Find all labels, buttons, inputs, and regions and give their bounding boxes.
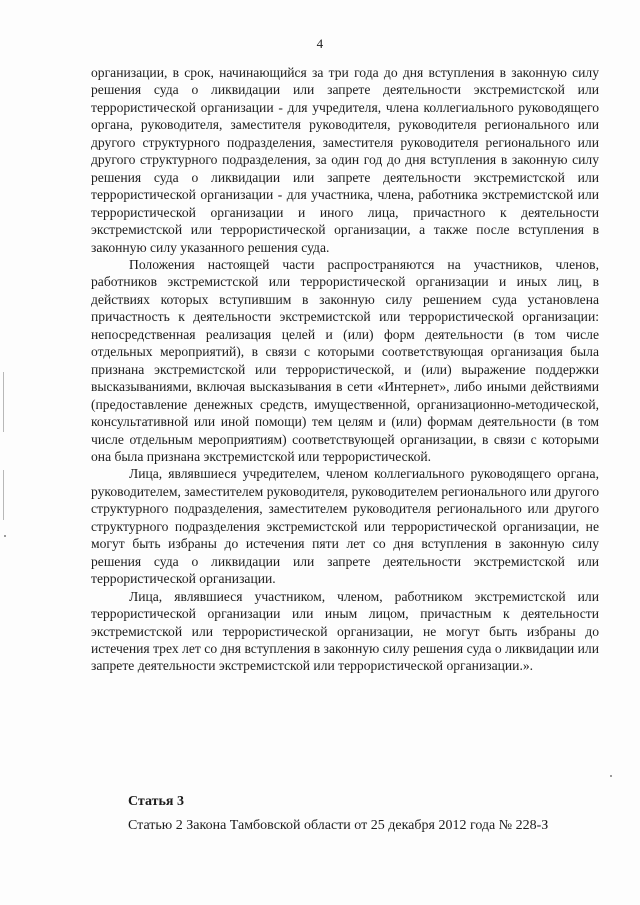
scan-artifact — [3, 470, 4, 520]
document-body — [91, 64, 599, 675]
scan-artifact — [4, 535, 6, 537]
paragraph: Лица, являвшиеся учредителем, членом коллегиального руководящего органа, руководителем, заместителем руководителя, руководителем регионального или другого структурного подразделения, заместителем руководителя регионального или другого структурного подразделения экстремистской или террористической организации, не могут быть избраны до истечения пяти лет со дня вступления в законную силу решения суда о ликвидации или запрете деятельности экстремистской или террористической организации. — [91, 466, 599, 587]
article-heading: Статья 3 — [128, 794, 184, 809]
paragraph: Положения настоящей части распространяются на участников, членов, работников экстремистской или террористической организации и иных лиц, в действиях которых вступившим в законную силу решением суда установлена причастность к деятельности экстремистской или террористической организации: непосредственная реализация целей и (или) форм деятельности (в том числе отдельных мероприятий), в связи с которыми соответствующая организация была признана экстремистской или террористической, и (или) выражение поддержки высказываниями, включая высказывания в сети «Интернет», либо иными действиями (предоставление денежных средств, имущественной, организационно-методической, консультативной или иной помощи) тем целям и (или) формам деятельности (в том числе отдельным мероприятиям) соответствующей организации, в связи с которыми она была признана экстремистской или террористической. — [91, 256, 599, 464]
article-text: Статью 2 Закона Тамбовской области от 25 декабря 2012 года № 228-З — [128, 818, 549, 833]
scan-artifact — [610, 775, 612, 777]
paragraph-continuation: организации, в срок, начинающийся за три года до дня вступления в законную силу решения суда о ликвидации или запрете деятельности экстремистской или террористической организации - для учредителя, члена коллегиального руководящего органа, руководителя, заместителя руководителя, руководителя регионального или другого структурного подразделения, заместителя руководителя регионального или другого структурного подразделения, за один год до дня вступления в законную силу решения суда о ликвидации или запрете деятельности экстремистской или террористической организации - для участника, члена, работника экстремистской или террористической организации и иного лица, причастного к деятельности экстремистской или террористической организации, а также после вступления в законную силу указанного решения суда. — [91, 65, 599, 255]
paragraph: Лица, являвшиеся участником, членом, работником экстремистской или террористической организации или иным лицом, причастным к деятельности экстремистской или террористической организации, не могут быть избраны до истечения трех лет со дня вступления в законную силу решения суда о ликвидации или запрете деятельности экстремистской или террористической организации.». — [91, 588, 599, 674]
scan-artifact — [3, 372, 4, 432]
page-number: 4 — [316, 36, 324, 51]
